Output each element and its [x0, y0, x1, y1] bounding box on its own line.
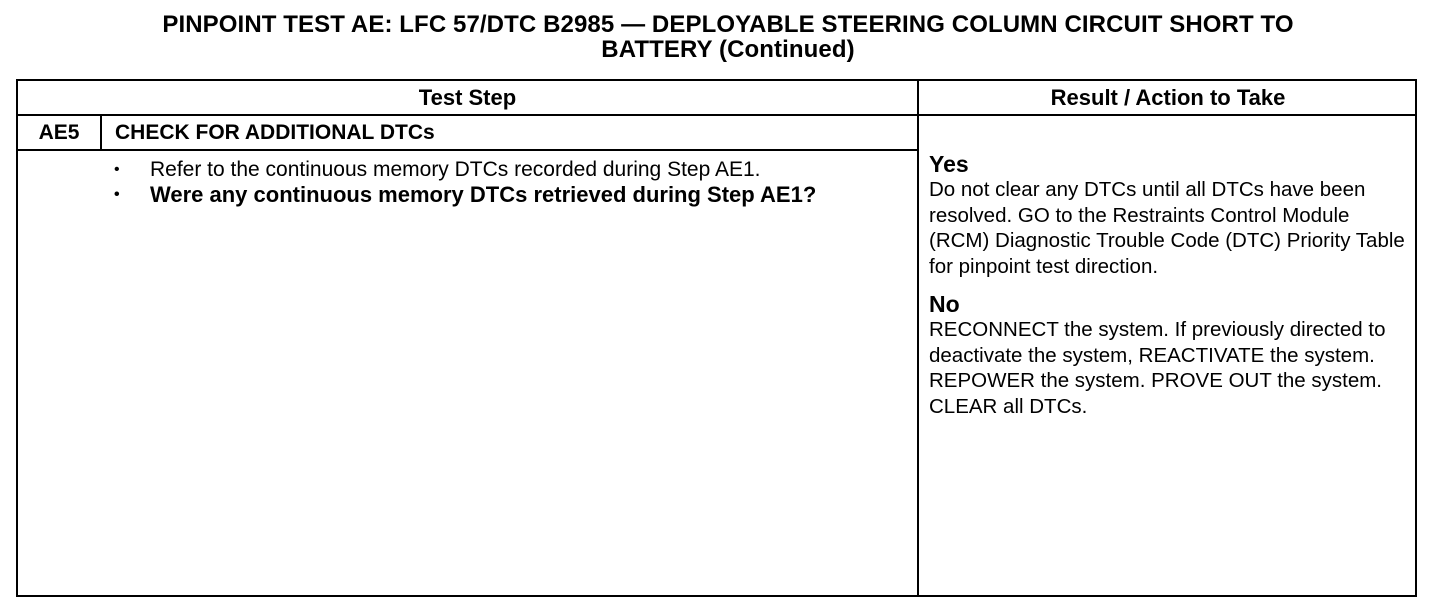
result-actions: [929, 151, 1415, 431]
result-no: [929, 291, 1415, 419]
instruction-text: Refer to the continuous memory DTCs recorded during Step AE1.: [150, 158, 761, 181]
bullet-icon: •: [114, 161, 120, 178]
result-action-text: Do not clear any DTCs until all DTCs have been resolved. GO to the Restraints Control Module (RCM) Diagnostic Trouble Code (DTC) Priority Table for pinpoint test direction.: [929, 178, 1405, 278]
result-label: Yes: [929, 151, 969, 177]
step-instructions: [112, 157, 872, 207]
test-step-column-header: Test Step: [418, 85, 517, 110]
result-action-text: RECONNECT the system. If previously directed to deactivate the system, REACTIVATE the system. REPOWER the system. PROVE OUT the system. CLEAR all DTCs.: [929, 318, 1386, 418]
instruction-item: [112, 157, 872, 182]
page-title-line-1: PINPOINT TEST AE: LFC 57/DTC B2985 — DEPLOYABLE STEERING COLUMN CIRCUIT SHORT TO: [162, 11, 1294, 38]
step-id: AE5: [38, 121, 80, 144]
page-title-line-2: BATTERY (Continued): [601, 36, 855, 63]
pinpoint-test-table: [16, 79, 1417, 597]
bullet-icon: •: [114, 186, 120, 203]
step-header-divider: [18, 149, 918, 151]
step-id-divider: [100, 115, 102, 150]
page-title: [0, 12, 1456, 62]
instruction-text: Were any continuous memory DTCs retrieved during Step AE1?: [150, 182, 817, 207]
result-action-column-header: Result / Action to Take: [1050, 85, 1286, 110]
step-title: CHECK FOR ADDITIONAL DTCs: [115, 121, 435, 144]
instruction-question: [112, 182, 872, 207]
result-label: No: [929, 291, 960, 317]
result-yes: [929, 151, 1415, 279]
column-divider: [917, 81, 919, 595]
